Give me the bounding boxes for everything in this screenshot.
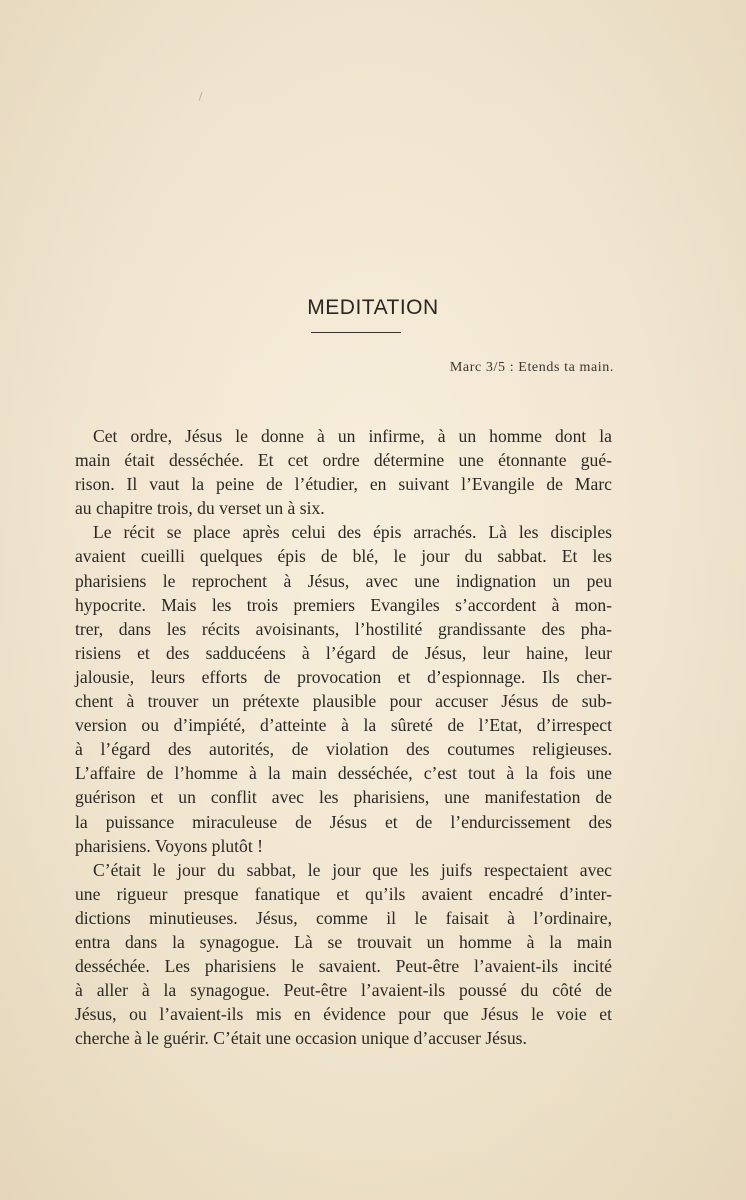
text-line: à aller à la synagogue. Peut-être l’avaient-ils poussé du côté de <box>75 980 612 1001</box>
text-line: risiens et des sadducéens à l’égard de Jésus, leur haine, leur <box>75 642 612 663</box>
text-line: rison. Il vaut la peine de l’étudier, en suivant l’Evangile de Marc <box>75 474 612 495</box>
text-line: entra dans la synagogue. Là se trouvait un homme à la main <box>75 931 612 952</box>
text-line: avaient cueilli quelques épis de blé, le jour du sabbat. Et les <box>75 546 612 567</box>
text-line: cherche à le guérir. C’était une occasion unique d’accuser Jésus. <box>75 1028 527 1049</box>
text-line: hypocrite. Mais les trois premiers Evangiles s’accordent à mon- <box>75 594 612 615</box>
ink-mark <box>199 92 203 101</box>
scripture-reference: Marc 3/5 : Etends ta main. <box>449 360 614 375</box>
text-line: main était desséchée. Et cet ordre détermine une étonnante gué- <box>75 450 612 471</box>
text-line: au chapitre trois, du verset un à six. <box>75 498 325 519</box>
text-line: C’était le jour du sabbat, le jour que les juifs respectaient avec <box>93 859 612 880</box>
text-line: chent à trouver un prétexte plausible pour accuser Jésus de sub- <box>75 691 612 712</box>
page-title: MEDITATION <box>307 296 439 319</box>
text-line: trer, dans les récits avoisinants, l’hostilité grandissante des pha- <box>75 618 612 639</box>
body-text <box>75 424 612 1050</box>
title-rule <box>311 332 401 333</box>
text-line: L’affaire de l’homme à la main desséchée, c’est tout à la fois une <box>75 763 612 784</box>
text-line: dictions minutieuses. Jésus, comme il le faisait à l’ordinaire, <box>75 907 612 928</box>
text-line: pharisiens le reprochent à Jésus, avec une indignation un peu <box>75 570 612 591</box>
text-line: à l’égard des autorités, de violation des coutumes religieuses. <box>75 739 612 760</box>
text-line: Le récit se place après celui des épis arrachés. Là les disciples <box>93 522 612 543</box>
text-line: une rigueur presque fanatique et qu’ils avaient encadré d’inter- <box>75 883 612 904</box>
text-line: version ou d’impiété, d’atteinte à la sûreté de l’Etat, d’irrespect <box>75 715 612 736</box>
text-line: desséchée. Les pharisiens le savaient. Peut-être l’avaient-ils incité <box>75 956 612 977</box>
text-line: la puissance miraculeuse de Jésus et de l’endurcissement des <box>75 811 612 832</box>
text-line: pharisiens. Voyons plutôt ! <box>75 835 263 856</box>
text-line: Jésus, ou l’avaient-ils mis en évidence pour que Jésus le voie et <box>75 1004 612 1025</box>
text-line: Cet ordre, Jésus le donne à un infirme, à un homme dont la <box>93 426 612 446</box>
text-line: guérison et un conflit avec les pharisiens, une manifestation de <box>75 787 612 808</box>
text-line: jalousie, leurs efforts de provocation et d’espionnage. Ils cher- <box>75 666 612 687</box>
